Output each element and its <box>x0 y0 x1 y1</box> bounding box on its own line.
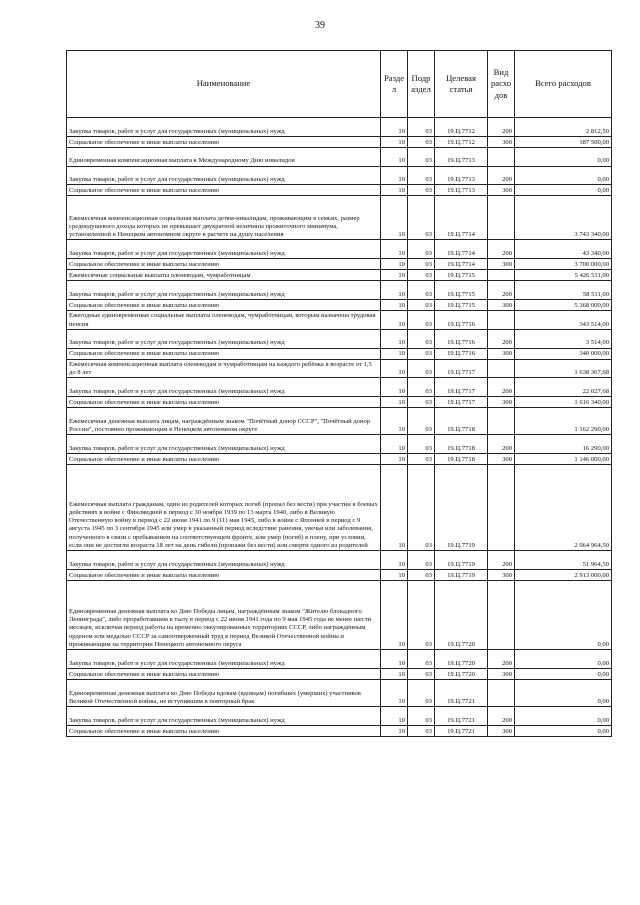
cell-target: 19.Ц.7716 <box>435 348 488 359</box>
cell-podrazdel: 03 <box>408 580 435 649</box>
cell-razdel: 10 <box>381 707 408 726</box>
cell-vid: 200 <box>488 281 515 300</box>
cell-total: 2 913 000,00 <box>515 569 612 580</box>
budget-table <box>66 50 612 737</box>
cell-name: Ежемесячная денежная выплата лицам, награждённым знаком "Почётный донор СССР", "Почётный донор России", постоянно проживающим в Ненецком автономном округе <box>67 408 381 435</box>
cell-target: 19.Ц.7715 <box>435 270 488 281</box>
cell-vid <box>488 580 515 649</box>
cell-name: Социальное обеспечение и иные выплаты населению <box>67 136 381 147</box>
cell-target: 19.Ц.7721 <box>435 707 488 726</box>
cell-podrazdel: 03 <box>408 166 435 185</box>
cell-vid: 200 <box>488 240 515 259</box>
column-header-podrazdel: Подр аздел <box>408 51 435 118</box>
cell-podrazdel: 03 <box>408 454 435 465</box>
cell-name: Ежегодные единовременные социальные выплаты оленеводам, чумработницам, которым назначена трудовая пенсия <box>67 310 381 329</box>
table-row <box>67 378 612 397</box>
cell-razdel: 10 <box>381 378 408 397</box>
table-row <box>67 147 612 166</box>
table-row <box>67 359 612 378</box>
cell-total: 5 368 000,00 <box>515 299 612 310</box>
table-row <box>67 166 612 185</box>
cell-razdel: 10 <box>381 281 408 300</box>
cell-total: 2 812,50 <box>515 118 612 137</box>
cell-total: 43 340,00 <box>515 240 612 259</box>
cell-vid: 200 <box>488 650 515 669</box>
cell-razdel: 10 <box>381 118 408 137</box>
table-row <box>67 329 612 348</box>
cell-name: Единовременная денежная выплата ко Дню Победы лицам, награждённым знаком "Жителю блокадного Ленинграда", либо проработавшим в тылу в период с 22 июня 1941 года по 9 мая 1945 года не менее шести месяцев, исключая период работы на временно оккупированных территориях СССР, либо награждённым орденом или медалью СССР за самоотверженный труд в период Великой Отечественной войны и проживающим на территории Ненецкого автономного округа <box>67 580 381 649</box>
cell-total: 3 743 340,00 <box>515 196 612 240</box>
cell-name: Закупка товаров, работ и услуг для государственных (муниципальных) нужд <box>67 329 381 348</box>
table-body <box>67 118 612 737</box>
cell-razdel: 10 <box>381 435 408 454</box>
cell-name: Закупка товаров, работ и услуг для государственных (муниципальных) нужд <box>67 707 381 726</box>
cell-vid: 300 <box>488 569 515 580</box>
cell-name: Социальное обеспечение и иные выплаты населению <box>67 259 381 270</box>
cell-vid: 200 <box>488 435 515 454</box>
cell-vid: 200 <box>488 378 515 397</box>
table-row <box>67 240 612 259</box>
table-row <box>67 299 612 310</box>
cell-razdel: 10 <box>381 454 408 465</box>
cell-vid: 300 <box>488 185 515 196</box>
cell-razdel: 10 <box>381 240 408 259</box>
cell-podrazdel: 03 <box>408 348 435 359</box>
cell-target: 19.Ц.7713 <box>435 185 488 196</box>
cell-target: 19.Ц.7720 <box>435 668 488 679</box>
cell-name: Ежемесячная компенсационная выплата оленеводам и чумработницам на каждого ребёнка в возрасте от 1,5 до 8 лет <box>67 359 381 378</box>
column-header-vid: Вид расхо дов <box>488 51 515 118</box>
cell-name: Социальное обеспечение и иные выплаты населению <box>67 185 381 196</box>
cell-podrazdel: 03 <box>408 408 435 435</box>
cell-target: 19.Ц.7714 <box>435 240 488 259</box>
cell-target: 19.Ц.7717 <box>435 397 488 408</box>
cell-target: 19.Ц.7716 <box>435 310 488 329</box>
cell-name: Закупка товаров, работ и услуг для государственных (муниципальных) нужд <box>67 650 381 669</box>
cell-name: Единовременная денежная выплата ко Дню Победы вдовам (вдовцам) погибших (умерших) участников Великой Отечественной войны, не вступившим в повторный брак <box>67 679 381 706</box>
cell-podrazdel: 03 <box>408 196 435 240</box>
table-row <box>67 454 612 465</box>
cell-total: 51 964,50 <box>515 551 612 570</box>
cell-vid: 200 <box>488 118 515 137</box>
cell-vid: 200 <box>488 329 515 348</box>
table-row <box>67 348 612 359</box>
cell-razdel: 10 <box>381 569 408 580</box>
cell-name: Единовременная компенсационная выплата к Международному Дню инвалидов <box>67 147 381 166</box>
cell-razdel: 10 <box>381 551 408 570</box>
cell-total: 0,00 <box>515 725 612 736</box>
cell-name: Закупка товаров, работ и услуг для государственных (муниципальных) нужд <box>67 551 381 570</box>
cell-total: 0,00 <box>515 185 612 196</box>
cell-razdel: 10 <box>381 259 408 270</box>
cell-target: 19.Ц.7714 <box>435 259 488 270</box>
cell-target: 19.Ц.7716 <box>435 329 488 348</box>
cell-vid: 300 <box>488 454 515 465</box>
table-row <box>67 310 612 329</box>
cell-podrazdel: 03 <box>408 240 435 259</box>
cell-podrazdel: 03 <box>408 668 435 679</box>
cell-target: 19.Ц.7713 <box>435 147 488 166</box>
column-header-target: Целевая статья <box>435 51 488 118</box>
cell-podrazdel: 03 <box>408 359 435 378</box>
cell-razdel: 10 <box>381 650 408 669</box>
cell-name: Закупка товаров, работ и услуг для государственных (муниципальных) нужд <box>67 281 381 300</box>
cell-podrazdel: 03 <box>408 281 435 300</box>
cell-vid: 300 <box>488 136 515 147</box>
cell-target: 19.Ц.7713 <box>435 166 488 185</box>
cell-podrazdel: 03 <box>408 679 435 706</box>
cell-target: 19.Ц.7720 <box>435 650 488 669</box>
cell-razdel: 10 <box>381 299 408 310</box>
cell-vid <box>488 408 515 435</box>
table-row <box>67 679 612 706</box>
table-header-row <box>67 51 612 118</box>
cell-name: Ежемесячные социальные выплаты оленеводам, чумработницам <box>67 270 381 281</box>
table-row <box>67 707 612 726</box>
cell-total: 16 290,00 <box>515 435 612 454</box>
table-row <box>67 465 612 551</box>
cell-razdel: 10 <box>381 668 408 679</box>
cell-total: 2 964 964,50 <box>515 465 612 551</box>
cell-target: 19.Ц.7718 <box>435 408 488 435</box>
table-row <box>67 281 612 300</box>
cell-total: 0,00 <box>515 650 612 669</box>
cell-name: Социальное обеспечение и иные выплаты населению <box>67 668 381 679</box>
cell-vid <box>488 147 515 166</box>
cell-podrazdel: 03 <box>408 707 435 726</box>
cell-target: 19.Ц.7720 <box>435 580 488 649</box>
cell-vid: 300 <box>488 725 515 736</box>
cell-name: Социальное обеспечение и иные выплаты населению <box>67 299 381 310</box>
table-row <box>67 569 612 580</box>
cell-podrazdel: 03 <box>408 378 435 397</box>
table-row <box>67 668 612 679</box>
cell-total: 1 162 290,00 <box>515 408 612 435</box>
cell-razdel: 10 <box>381 725 408 736</box>
cell-vid <box>488 310 515 329</box>
cell-target: 19.Ц.7719 <box>435 551 488 570</box>
cell-razdel: 10 <box>381 136 408 147</box>
table-row <box>67 551 612 570</box>
cell-name: Закупка товаров, работ и услуг для государственных (муниципальных) нужд <box>67 166 381 185</box>
table-row <box>67 185 612 196</box>
cell-razdel: 10 <box>381 679 408 706</box>
cell-total: 187 500,00 <box>515 136 612 147</box>
cell-total: 5 426 511,00 <box>515 270 612 281</box>
cell-podrazdel: 03 <box>408 185 435 196</box>
table-row <box>67 196 612 240</box>
cell-total: 1 146 000,00 <box>515 454 612 465</box>
cell-vid: 300 <box>488 299 515 310</box>
cell-total: 3 514,00 <box>515 329 612 348</box>
cell-podrazdel: 03 <box>408 147 435 166</box>
column-header-name: Наименование <box>67 51 381 118</box>
cell-target: 19.Ц.7712 <box>435 118 488 137</box>
cell-vid: 300 <box>488 259 515 270</box>
cell-target: 19.Ц.7718 <box>435 454 488 465</box>
cell-razdel: 10 <box>381 185 408 196</box>
cell-podrazdel: 03 <box>408 310 435 329</box>
cell-target: 19.Ц.7717 <box>435 378 488 397</box>
cell-vid: 200 <box>488 166 515 185</box>
cell-total: 22 027,68 <box>515 378 612 397</box>
table-row <box>67 136 612 147</box>
cell-vid: 300 <box>488 348 515 359</box>
cell-name: Социальное обеспечение и иные выплаты населению <box>67 348 381 359</box>
table-row <box>67 259 612 270</box>
cell-total: 1 616 340,00 <box>515 397 612 408</box>
cell-podrazdel: 03 <box>408 259 435 270</box>
cell-target: 19.Ц.7712 <box>435 136 488 147</box>
column-header-total: Всего расходов <box>515 51 612 118</box>
cell-vid <box>488 359 515 378</box>
cell-razdel: 10 <box>381 580 408 649</box>
cell-target: 19.Ц.7719 <box>435 465 488 551</box>
cell-razdel: 10 <box>381 310 408 329</box>
cell-razdel: 10 <box>381 196 408 240</box>
cell-podrazdel: 03 <box>408 465 435 551</box>
table-row <box>67 435 612 454</box>
cell-razdel: 10 <box>381 270 408 281</box>
cell-total: 0,00 <box>515 707 612 726</box>
cell-name: Закупка товаров, работ и услуг для государственных (муниципальных) нужд <box>67 378 381 397</box>
page-number: 39 <box>315 20 325 31</box>
cell-vid <box>488 270 515 281</box>
cell-target: 19.Ц.7718 <box>435 435 488 454</box>
table-row <box>67 408 612 435</box>
column-header-razdel: Разде л <box>381 51 408 118</box>
cell-razdel: 10 <box>381 465 408 551</box>
cell-name: Закупка товаров, работ и услуг для государственных (муниципальных) нужд <box>67 435 381 454</box>
cell-target: 19.Ц.7715 <box>435 299 488 310</box>
cell-total: 343 514,00 <box>515 310 612 329</box>
cell-name: Закупка товаров, работ и услуг для государственных (муниципальных) нужд <box>67 118 381 137</box>
cell-vid <box>488 196 515 240</box>
cell-total: 0,00 <box>515 679 612 706</box>
cell-total: 340 000,00 <box>515 348 612 359</box>
cell-razdel: 10 <box>381 147 408 166</box>
cell-total: 0,00 <box>515 580 612 649</box>
cell-podrazdel: 03 <box>408 270 435 281</box>
cell-total: 1 638 367,68 <box>515 359 612 378</box>
cell-podrazdel: 03 <box>408 329 435 348</box>
cell-razdel: 10 <box>381 408 408 435</box>
cell-name: Закупка товаров, работ и услуг для государственных (муниципальных) нужд <box>67 240 381 259</box>
cell-name: Социальное обеспечение и иные выплаты населению <box>67 397 381 408</box>
cell-target: 19.Ц.7717 <box>435 359 488 378</box>
cell-name: Социальное обеспечение и иные выплаты населению <box>67 569 381 580</box>
cell-vid: 300 <box>488 397 515 408</box>
cell-razdel: 10 <box>381 348 408 359</box>
cell-razdel: 10 <box>381 166 408 185</box>
cell-target: 19.Ц.7714 <box>435 196 488 240</box>
cell-target: 19.Ц.7715 <box>435 281 488 300</box>
cell-razdel: 10 <box>381 359 408 378</box>
cell-target: 19.Ц.7719 <box>435 569 488 580</box>
cell-vid: 200 <box>488 551 515 570</box>
cell-podrazdel: 03 <box>408 650 435 669</box>
cell-total: 3 700 000,00 <box>515 259 612 270</box>
cell-name: Социальное обеспечение и иные выплаты населению <box>67 454 381 465</box>
cell-podrazdel: 03 <box>408 118 435 137</box>
cell-vid: 300 <box>488 668 515 679</box>
cell-podrazdel: 03 <box>408 299 435 310</box>
cell-podrazdel: 03 <box>408 569 435 580</box>
cell-podrazdel: 03 <box>408 725 435 736</box>
cell-razdel: 10 <box>381 329 408 348</box>
cell-total: 0,00 <box>515 166 612 185</box>
table-row <box>67 397 612 408</box>
cell-name: Ежемесячная выплата гражданам, один из родителей которых погиб (пропал без вести) при участии в боевых действиях в войне с Финляндией в период с 30 ноября 1939 по 13 марта 1940, либо в Великую Отечественную войну в период с 22 июня 1941 по 9 (11) мая 1945, либо в войне с Японией в период с 9 августа 1945 по 3 сентября 1945 или умер в указанный период вследствие ранения, увечья или заболевания, полученного в связи с пребыванием на соответствующем фронте, или умер (погиб) в плену, при условии, если они не достигли возраста 18 лет на день гибели (пропажи без вести) или смерти одного из родителей <box>67 465 381 551</box>
cell-podrazdel: 03 <box>408 551 435 570</box>
cell-podrazdel: 03 <box>408 136 435 147</box>
cell-total: 0,00 <box>515 668 612 679</box>
cell-vid <box>488 465 515 551</box>
table-row <box>67 580 612 649</box>
cell-razdel: 10 <box>381 397 408 408</box>
cell-vid <box>488 679 515 706</box>
table-row <box>67 270 612 281</box>
cell-total: 58 511,00 <box>515 281 612 300</box>
table-row <box>67 650 612 669</box>
cell-target: 19.Ц.7721 <box>435 679 488 706</box>
table-row <box>67 118 612 137</box>
cell-total: 0,00 <box>515 147 612 166</box>
cell-target: 19.Ц.7721 <box>435 725 488 736</box>
cell-podrazdel: 03 <box>408 435 435 454</box>
cell-podrazdel: 03 <box>408 397 435 408</box>
cell-name: Социальное обеспечение и иные выплаты населению <box>67 725 381 736</box>
cell-name: Ежемесячная компенсационная социальная выплата детям-инвалидам, проживающим в семьях, размер среднедушевого дохода которых не превышает двукратной величины прожиточного минимума, установленной в Ненецком автономном округе в расчете на душу населения <box>67 196 381 240</box>
table-row <box>67 725 612 736</box>
cell-vid: 200 <box>488 707 515 726</box>
